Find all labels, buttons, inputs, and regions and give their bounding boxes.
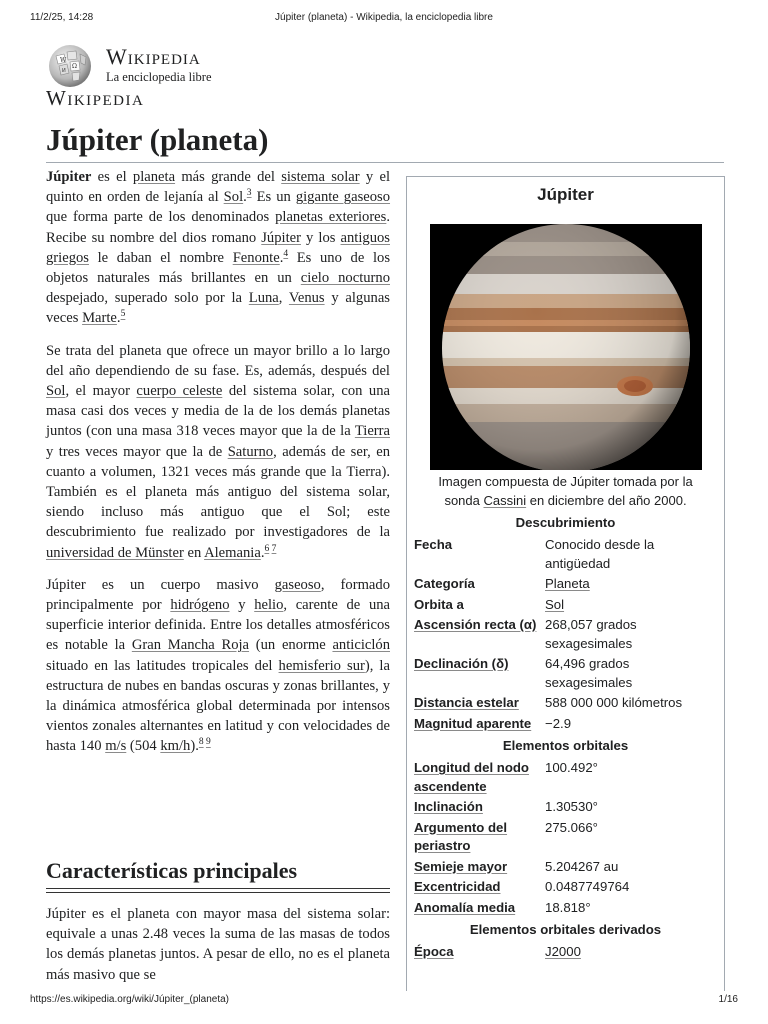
svg-text:И: И	[62, 68, 66, 74]
link-argumento-periastro[interactable]: Argumento del periastro	[414, 819, 508, 853]
article-body	[46, 167, 390, 769]
infobox-row-magnitud: Magnitud aparente −2.9	[414, 715, 572, 731]
link-j2000[interactable]: J2000	[545, 944, 581, 959]
link-km-h[interactable]: km/h	[160, 738, 191, 755]
wordmark-text: Wikipedia	[106, 44, 201, 69]
print-url: https://es.wikipedia.org/wiki/Júpiter_(planeta)	[30, 994, 229, 1005]
link-excentricidad[interactable]: Excentricidad	[414, 879, 501, 894]
wikipedia-wordmark[interactable]	[106, 46, 212, 84]
paragraph-masa: Júpiter es el planeta con mayor masa del sistema solar: equivale a unas 2.48 veces la suma de las masas de todos los demás planetas juntos. A pesar de ello, no es el planeta más masivo que se	[46, 906, 390, 983]
print-datetime: 11/2/25, 14:28	[30, 12, 94, 23]
link-sol-infobox[interactable]: Sol	[545, 596, 565, 612]
wikipedia-wordmark-secondary: Wikipedia	[46, 86, 145, 110]
ref-7[interactable]: 7	[271, 543, 277, 554]
link-cassini[interactable]: Cassini	[483, 493, 527, 508]
link-alemania[interactable]: Alemania	[204, 544, 261, 561]
title-divider	[46, 162, 724, 163]
ref-9[interactable]: 9	[205, 737, 211, 748]
print-page-number: 1/16	[718, 994, 738, 1005]
infobox-section-descubrimiento: Descubrimiento	[515, 515, 616, 530]
link-planeta[interactable]: planeta	[132, 169, 176, 185]
infobox-row-anomalia: Anomalía media 18.818°	[414, 899, 591, 915]
ref-4[interactable]: 4	[283, 248, 289, 259]
wordmark-tagline: La enciclopedia libre	[106, 70, 212, 84]
wikipedia-globe-icon[interactable]	[46, 44, 106, 88]
infobox-row-epoca	[407, 943, 724, 962]
link-cuerpo-celeste[interactable]: cuerpo celeste	[136, 383, 223, 400]
link-inclinacion[interactable]: Inclinación	[414, 799, 483, 814]
link-sol[interactable]: Sol	[223, 189, 244, 206]
print-header	[0, 12, 768, 26]
link-hemisferio-sur[interactable]: hemisferio sur	[278, 657, 365, 674]
link-m-s[interactable]: m/s	[105, 738, 127, 755]
section-heading-caracteristicas: Características principales	[46, 858, 298, 883]
link-planeta-infobox[interactable]: Planeta	[545, 576, 590, 591]
infobox-row-categoria: Categoría Planeta	[414, 576, 590, 591]
link-semieje-mayor[interactable]: Semieje mayor	[414, 858, 508, 874]
link-ascension-recta[interactable]: Ascensión recta (α)	[414, 617, 537, 632]
link-distancia-estelar[interactable]: Distancia estelar	[414, 695, 519, 710]
link-epoca[interactable]: Época	[414, 944, 454, 959]
ref-6[interactable]: 6	[264, 543, 270, 554]
infobox-row-argumento: Argumento del periastro 275.066°	[414, 819, 598, 853]
infobox-section-derivados: Elementos orbitales derivados	[469, 922, 662, 937]
infobox-row-semieje: Semieje mayor 5.204267 au	[414, 858, 619, 874]
infobox-row-excentricidad: Excentricidad 0.0487749764	[414, 879, 630, 894]
infobox-row-fecha: Fecha Conocido desde la antigüedad	[414, 537, 655, 571]
link-hidrogeno[interactable]: hidrógeno	[170, 597, 230, 614]
link-fenonte[interactable]: Fenonte	[232, 249, 280, 266]
infobox-title: Júpiter	[537, 185, 594, 204]
link-gigante-gaseoso[interactable]: gigante gaseoso	[295, 189, 391, 206]
ref-5[interactable]: 5	[120, 309, 126, 320]
bold-term: Júpiter	[46, 169, 92, 185]
article-body-section	[46, 904, 390, 985]
link-universidad-munster[interactable]: universidad de Münster	[46, 544, 184, 561]
infobox-caption: Imagen compuesta de Júpiter tomada por la sonda Cassini en diciembre del año 2000.	[438, 474, 693, 508]
link-planetas-exteriores[interactable]: planetas exteriores	[275, 209, 387, 226]
infobox-row-orbita: Orbita a Sol	[414, 596, 565, 612]
link-saturno[interactable]: Saturno	[227, 443, 274, 460]
paragraph-intro: Júpiter es el planeta más grande del sistema solar y el quinto en orden de lejanía al Sol.$^3$ Es un gigante gaseoso que forma parte de los denominados planetas exteriores. Recibe su nombre del dios romano Júpiter y los antiguos griegos le daban el nombre Fenonte.$^4$ Es uno de los objetos naturales más brillantes en un cielo nocturno despejado, superado solo por la Luna, Venus y algunas veces Marte.$^5$	[46, 169, 391, 327]
infobox-row-inclinacion: Inclinación 1.30530°	[414, 799, 598, 814]
page-title: Júpiter (planeta)	[46, 122, 269, 157]
link-anticiclon[interactable]: anticiclón	[332, 637, 390, 654]
svg-text:Ω: Ω	[72, 63, 77, 70]
infobox-row-distancia: Distancia estelar 588 000 000 kilómetros	[414, 695, 683, 710]
paragraph-atmosfera: Júpiter es un cuerpo masivo gaseoso, formado principalmente por hidrógeno y helio, carente de una superficie interior definida. Entre los detalles atmosféricos es notable la Gran Mancha Roja (un enorme anticiclón situado en las latitudes tropicales del hemisferio sur), la estructura de nubes en bandas oscuras y zonas brillantes, y la dinámica atmosférica global determinada por intensos vientos zonales alternantes en latitud y con velocidades de hasta 140 m/s (504 km/h).$^{8 9}$	[46, 576, 391, 755]
link-marte[interactable]: Marte	[82, 310, 117, 327]
infobox-row-declinacion: Declinación (δ) 64,496 grados sexagesimales	[414, 656, 633, 690]
link-longitud-nodo[interactable]: Longitud del nodo ascendente	[414, 760, 529, 794]
link-gran-mancha-roja[interactable]: Gran Mancha Roja	[131, 637, 250, 654]
link-jupiter-dios[interactable]: Júpiter	[261, 229, 301, 246]
paragraph-brillo: Se trata del planeta que ofrece un mayor brillo a lo largo del año dependiendo de su fase. Es, además, después del Sol, el mayor cuerpo celeste del sistema solar, con una masa casi dos veces y media de la de los demás planetas juntos (con una masa 318 veces mayor que la de la Tierra y tres veces mayor que la de Saturno, además de ser, en cuanto a volumen, 1321 veces más grande que la Tierra). También es el planeta más antiguo del sistema solar, siendo incluso más antiguo que el Sol; este descubrimiento fue realizado por investigadores de la universidad de Münster en Alemania.$^{6 7}$	[46, 342, 390, 561]
link-luna[interactable]: Luna	[248, 290, 279, 307]
infobox	[406, 176, 725, 991]
jupiter-planet-graphic	[430, 224, 702, 470]
link-tierra[interactable]: Tierra	[354, 423, 390, 440]
link-venus[interactable]: Venus	[288, 290, 325, 307]
link-anomalia-media[interactable]: Anomalía media	[414, 899, 516, 915]
infobox-section-orbitales: Elementos orbitales	[502, 738, 629, 753]
infobox-row-longitud-nodo: Longitud del nodo ascendente 100.492°	[414, 760, 598, 794]
link-gaseoso[interactable]: gaseoso	[274, 576, 321, 593]
link-antiguos-griegos[interactable]: antiguos griegos	[46, 229, 390, 266]
link-cielo-nocturno[interactable]: cielo nocturno	[300, 270, 390, 287]
print-title: Júpiter (planeta) - Wikipedia, la enciclopedia libre	[275, 12, 493, 23]
link-sol-2[interactable]: Sol	[46, 383, 66, 400]
svg-text:W: W	[60, 57, 67, 64]
section-divider	[46, 888, 390, 893]
link-helio[interactable]: helio	[254, 597, 284, 614]
ref-8[interactable]: 8	[198, 737, 204, 748]
link-magnitud-aparente[interactable]: Magnitud aparente	[414, 715, 532, 731]
link-sistema-solar[interactable]: sistema solar	[281, 169, 360, 185]
ref-3[interactable]: 3	[246, 188, 252, 199]
infobox-row-ascension: Ascensión recta (α) 268,057 grados sexagesimales	[414, 617, 637, 651]
jupiter-image[interactable]	[430, 224, 702, 470]
link-declinacion[interactable]: Declinación (δ)	[414, 656, 509, 671]
